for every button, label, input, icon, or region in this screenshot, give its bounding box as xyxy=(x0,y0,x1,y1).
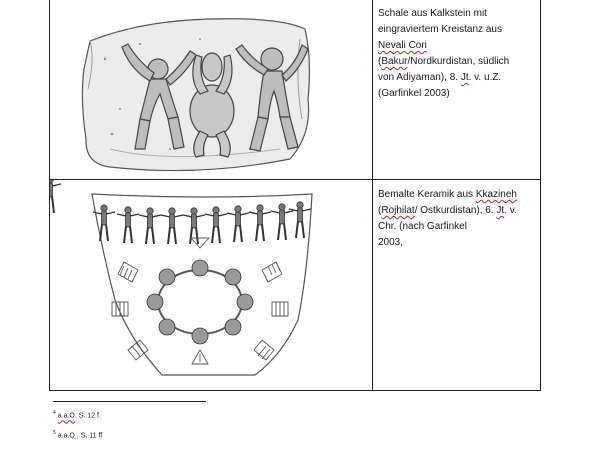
footnote-separator xyxy=(53,401,206,402)
spellcheck-word: Jt xyxy=(460,72,469,83)
caption-cell xyxy=(373,0,541,180)
text-segment: a.a.O., S. 11 ff xyxy=(57,432,103,440)
table-row xyxy=(50,0,541,180)
footnote-text xyxy=(58,412,101,419)
text-segment: / Ostkurdistan), 6. xyxy=(414,205,497,216)
caption-text-2 xyxy=(373,180,540,251)
text-segment: Schale aus Kalkstein mit eingraviertem Kreistanz aus xyxy=(378,8,502,35)
caption-cell xyxy=(373,180,541,391)
spellcheck-word: a.a.O xyxy=(57,412,75,420)
text-segment: . S. 12 f. xyxy=(74,412,101,420)
text-segment: . v. Chr. (nach Garfinkel 2003, xyxy=(378,205,517,248)
text-segment: . v. u.Z. (Garfinkel 2003) xyxy=(378,72,502,99)
image-cell xyxy=(50,180,373,391)
spellcheck-word: Kkazineh xyxy=(475,189,517,200)
footnote-number: 5 xyxy=(53,430,56,436)
spellcheck-word: Jt xyxy=(496,205,505,216)
stone-bowl-relief-image xyxy=(50,0,372,179)
table-row xyxy=(50,180,541,391)
caption-text-1 xyxy=(373,0,540,102)
spellcheck-word: Nevali Cori xyxy=(378,40,427,51)
footnote-4 xyxy=(53,410,101,419)
spellcheck-word: Bakur xyxy=(381,56,408,67)
footnote-text xyxy=(58,432,103,439)
text-segment: Bemalte Keramik aus xyxy=(378,189,476,200)
footnote-number: 4 xyxy=(53,410,56,416)
image-cell xyxy=(50,0,373,180)
footnote-5 xyxy=(53,430,102,439)
text-segment: /Nordkurdistan, südlich von Adiyaman), 8. xyxy=(378,56,510,83)
text-segment: ( xyxy=(378,205,382,216)
spellcheck-word: Rojhilat xyxy=(381,205,415,216)
text-segment: ( xyxy=(378,56,382,67)
painted-ceramic-image xyxy=(50,180,372,390)
figure-table xyxy=(49,0,541,391)
